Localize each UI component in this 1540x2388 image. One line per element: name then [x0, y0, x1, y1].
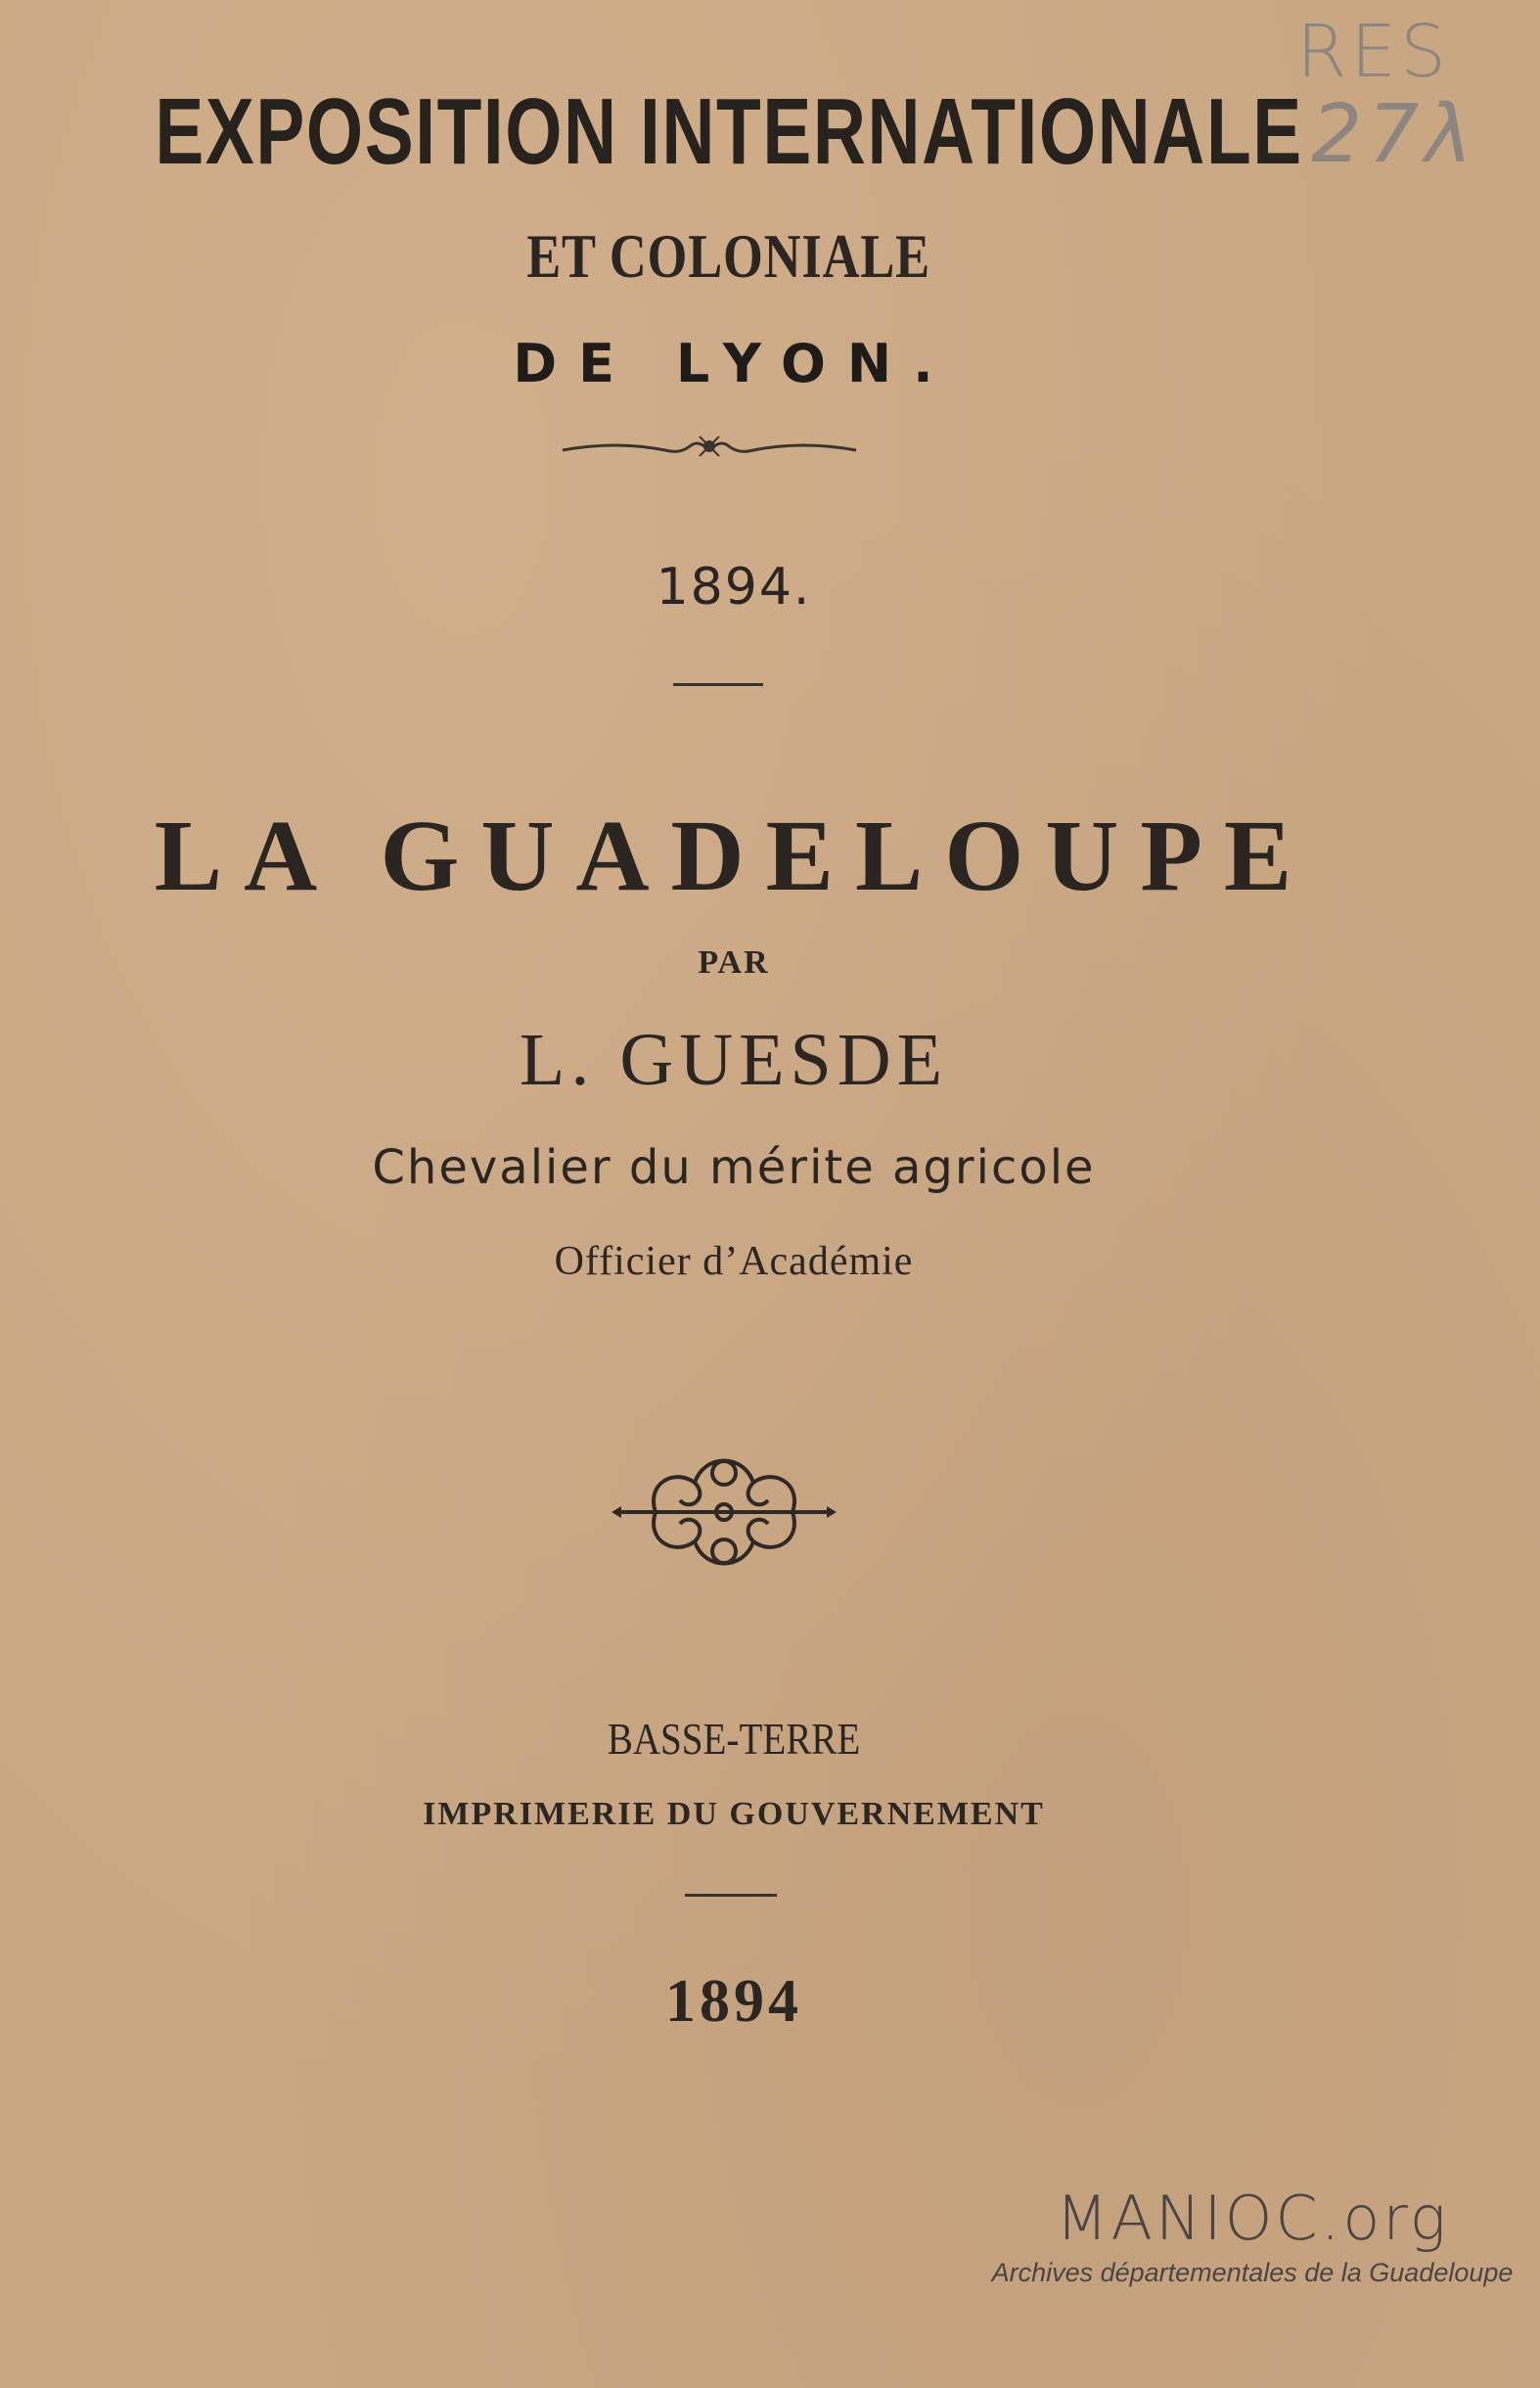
divider-rule-1	[673, 683, 763, 686]
book-title: LA GUADELOUPE	[154, 800, 1314, 912]
by-line: PAR	[698, 944, 770, 981]
stamp-line-2: 27λ	[1311, 88, 1478, 181]
author-distinction-1: Chevalier du mérite agricole	[372, 1140, 1096, 1195]
watermark-subtitle: Archives départementales de la Guadeloupe	[991, 2258, 1514, 2287]
header-line-2: ET COLONIALE	[526, 221, 930, 291]
header-line-3: DE LYON.	[513, 333, 955, 394]
imprint-place: BASSE-TERRE	[607, 1714, 861, 1764]
divider-rule-2	[685, 1894, 777, 1897]
imprint-year: 1894	[665, 1968, 802, 2035]
library-stamp	[1291, 10, 1517, 196]
year-top: 1894.	[656, 558, 812, 617]
imprint-printer: IMPRIMERIE DU GOUVERNEMENT	[423, 1796, 1045, 1832]
author-distinction-2: Officier d’Académie	[554, 1239, 914, 1284]
manioc-watermark	[988, 2182, 1517, 2288]
watermark-brand: MANIOC.org	[1056, 2182, 1449, 2254]
floral-ornament	[607, 1444, 841, 1581]
swash-ornament	[558, 429, 861, 468]
header-line-1: EXPOSITION INTERNATIONALE	[155, 79, 1303, 184]
author-name: L. GUESDE	[519, 1019, 949, 1101]
stamp-line-1: RES	[1296, 10, 1451, 94]
